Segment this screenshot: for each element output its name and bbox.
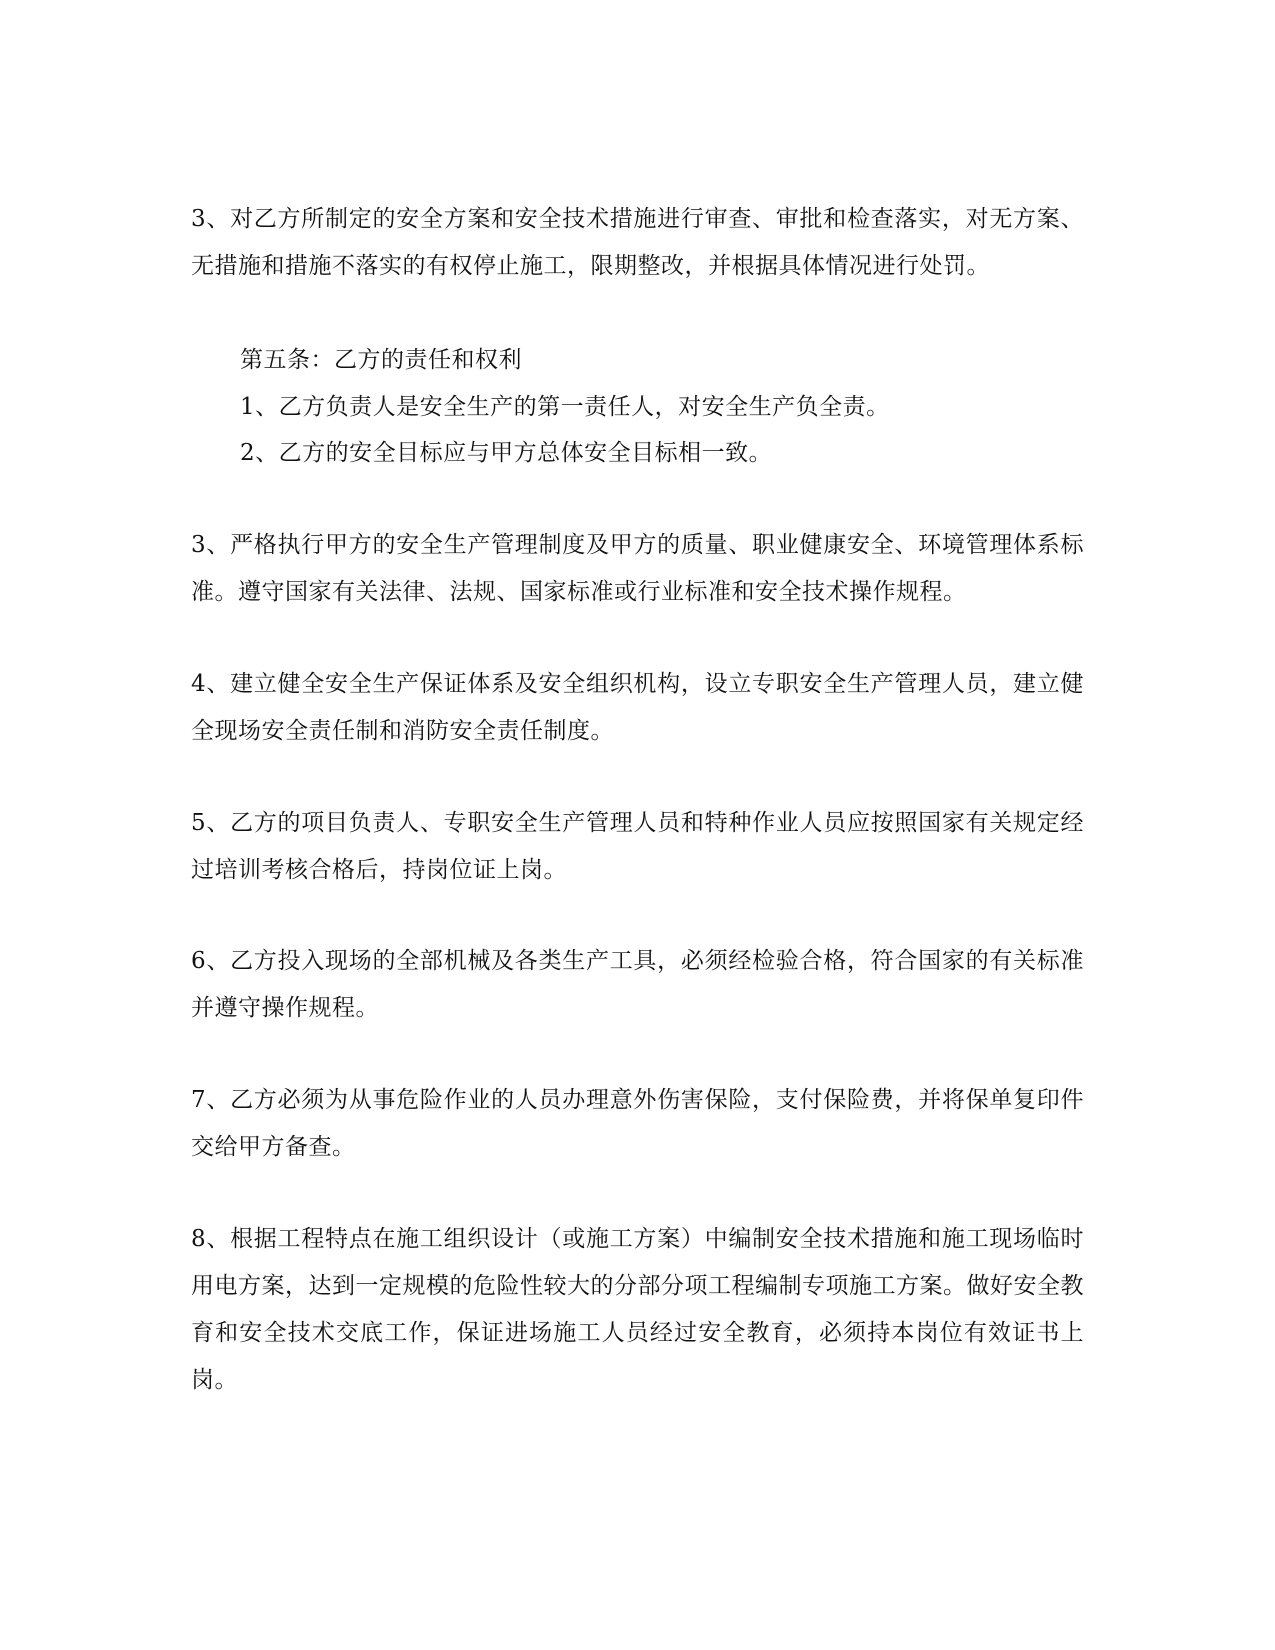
paragraph-item-6: 6、乙方投入现场的全部机械及各类生产工具，必须经检验合格，符合国家的有关标准并遵守操作规程。 <box>191 948 1084 1021</box>
paragraph-item-4: 4、建立健全安全生产保证体系及安全组织机构，设立专职安全生产管理人员，建立健全现场安全责任制和消防安全责任制度。 <box>191 671 1084 744</box>
paragraph-item-2: 2、乙方的安全目标应与甲方总体安全目标相一致。 <box>240 440 773 466</box>
paragraph-item-8: 8、根据工程特点在施工组织设计（或施工方案）中编制安全技术措施和施工现场临时用电方案，达到一定规模的危险性较大的分部分项工程编制专项施工方案。做好安全教育和安全技术交底工作，保证进场施工人员经过安全教育，必须持本岗位有效证书上岗。 <box>191 1226 1084 1393</box>
paragraph-item-5: 5、乙方的项目负责人、专职安全生产管理人员和特种作业人员应按照国家有关规定经过培训考核合格后，持岗位证上岗。 <box>191 810 1084 883</box>
paragraph-item-1: 1、乙方负责人是安全生产的第一责任人，对安全生产负全责。 <box>240 394 890 420</box>
article-5-heading: 第五条：乙方的责任和权利 <box>240 347 522 373</box>
paragraph-item-3: 3、严格执行甲方的安全生产管理制度及甲方的质量、职业健康安全、环境管理体系标准。遵守国家有关法律、法规、国家标准或行业标准和安全技术操作规程。 <box>191 532 1084 605</box>
paragraph-item-3-review: 3、对乙方所制定的安全方案和安全技术措施进行审查、审批和检查落实，对无方案、无措施和措施不落实的有权停止施工，限期整改，并根据具体情况进行处罚。 <box>191 206 1084 279</box>
paragraph-item-7: 7、乙方必须为从事危险作业的人员办理意外伤害保险，支付保险费，并将保单复印件交给甲方备查。 <box>191 1087 1084 1160</box>
